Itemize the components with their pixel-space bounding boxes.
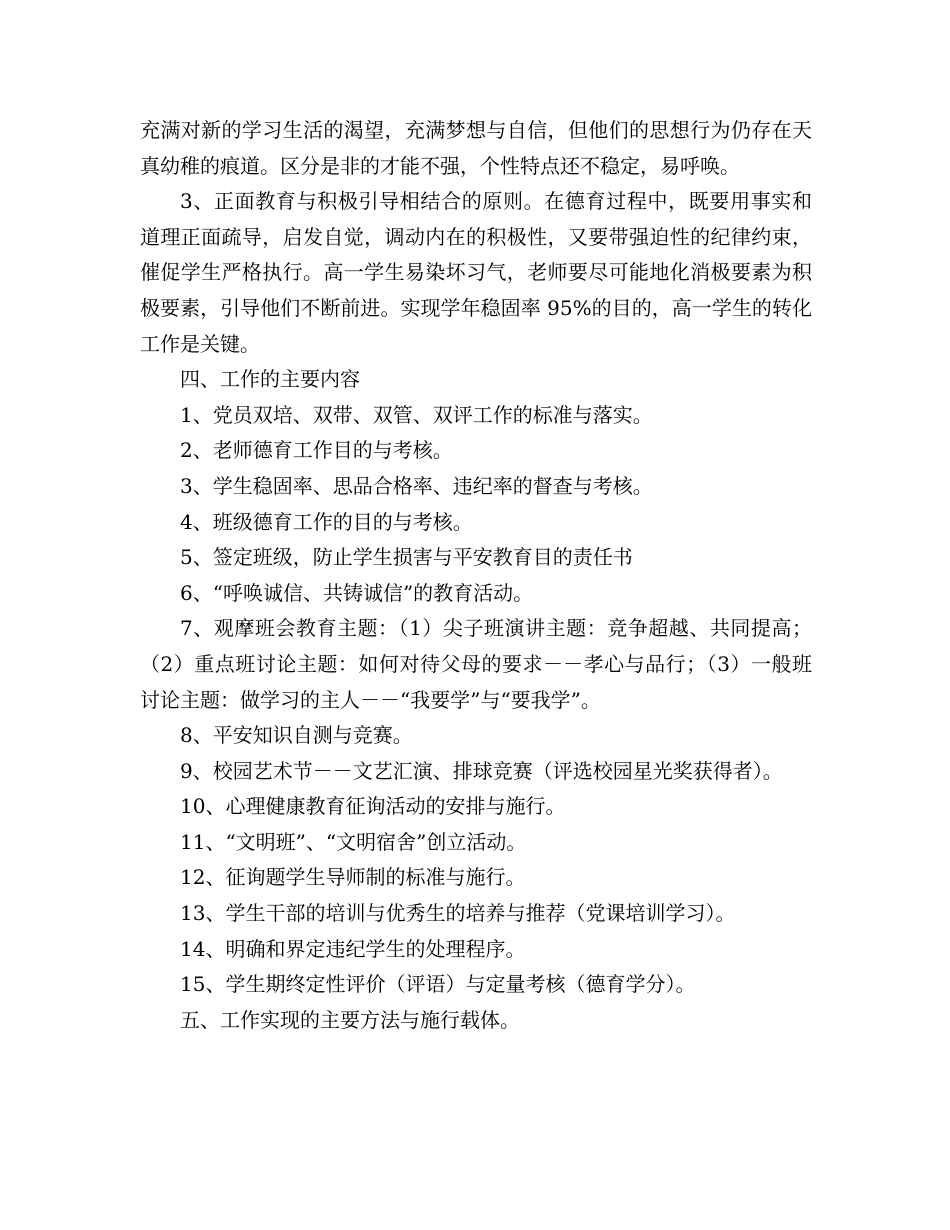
paragraph-continuation: 充满对新的学习生活的渴望，充满梦想与自信，但他们的思想行为仍存在天真幼稚的痕道。区分是非的才能不强，个性特点还不稳定，易呼唤。 <box>140 118 812 178</box>
list-item-7: 7、观摩班会教育主题：（1）尖子班演讲主题：竞争超越、共同提高；（2）重点班讨论主题：如何对待父母的要求－－孝心与品行；（3）一般班讨论主题：做学习的主人－－“我要学”与“要我学”。 <box>140 616 812 712</box>
list-item-6: 6、“呼唤诚信、共铸诚信”的教育活动。 <box>180 580 534 605</box>
section-heading-main-content: 四、工作的主要内容 <box>180 367 360 392</box>
list-item-14: 14、明确和界定违纪学生的处理程序。 <box>180 936 526 961</box>
list-item-8: 8、平安知识自测与竞赛。 <box>180 723 413 748</box>
list-item-13: 13、学生干部的培训与优秀生的培养与推荐（党课培训学习）。 <box>180 901 736 926</box>
list-item-15: 15、学生期终定性评价（评语）与定量考核（德育学分）。 <box>180 972 696 997</box>
list-item-10: 10、心理健康教育征询活动的安排与施行。 <box>180 794 566 819</box>
list-item-2: 2、老师德育工作目的与考核。 <box>180 438 453 463</box>
list-item-4: 4、班级德育工作的目的与考核。 <box>180 509 473 534</box>
list-item-9: 9、校园艺术节－－文艺汇演、排球竞赛（评选校园星光奖获得者）。 <box>180 758 783 783</box>
list-item-5: 5、签定班级，防止学生损害与平安教育目的责任书 <box>180 545 633 570</box>
list-item-1: 1、党员双培、双带、双管、双评工作的标准与落实。 <box>180 402 653 427</box>
paragraph-principle-3: 3、正面教育与积极引导相结合的原则。在德育过程中，既要用事实和道理正面疏导，启发自觉，调动内在的积极性，又要带强迫性的纪律约束，催促学生严格执行。高一学生易染坏习气，老师要尽可能地化消极要素为积极要素，引导他们不断前进。实现学年稳固率 95%的目的，高一学生的转化工作是关键。 <box>140 189 812 356</box>
document-body <box>140 113 812 1038</box>
list-item-11: 11、“文明班”、“文明宿舍”创立活动。 <box>180 829 527 854</box>
list-item-12: 12、征询题学生导师制的标准与施行。 <box>180 865 526 890</box>
section-heading-methods: 五、工作实现的主要方法与施行载体。 <box>180 1007 520 1032</box>
list-item-3: 3、学生稳固率、思品合格率、违纪率的督查与考核。 <box>180 473 653 498</box>
